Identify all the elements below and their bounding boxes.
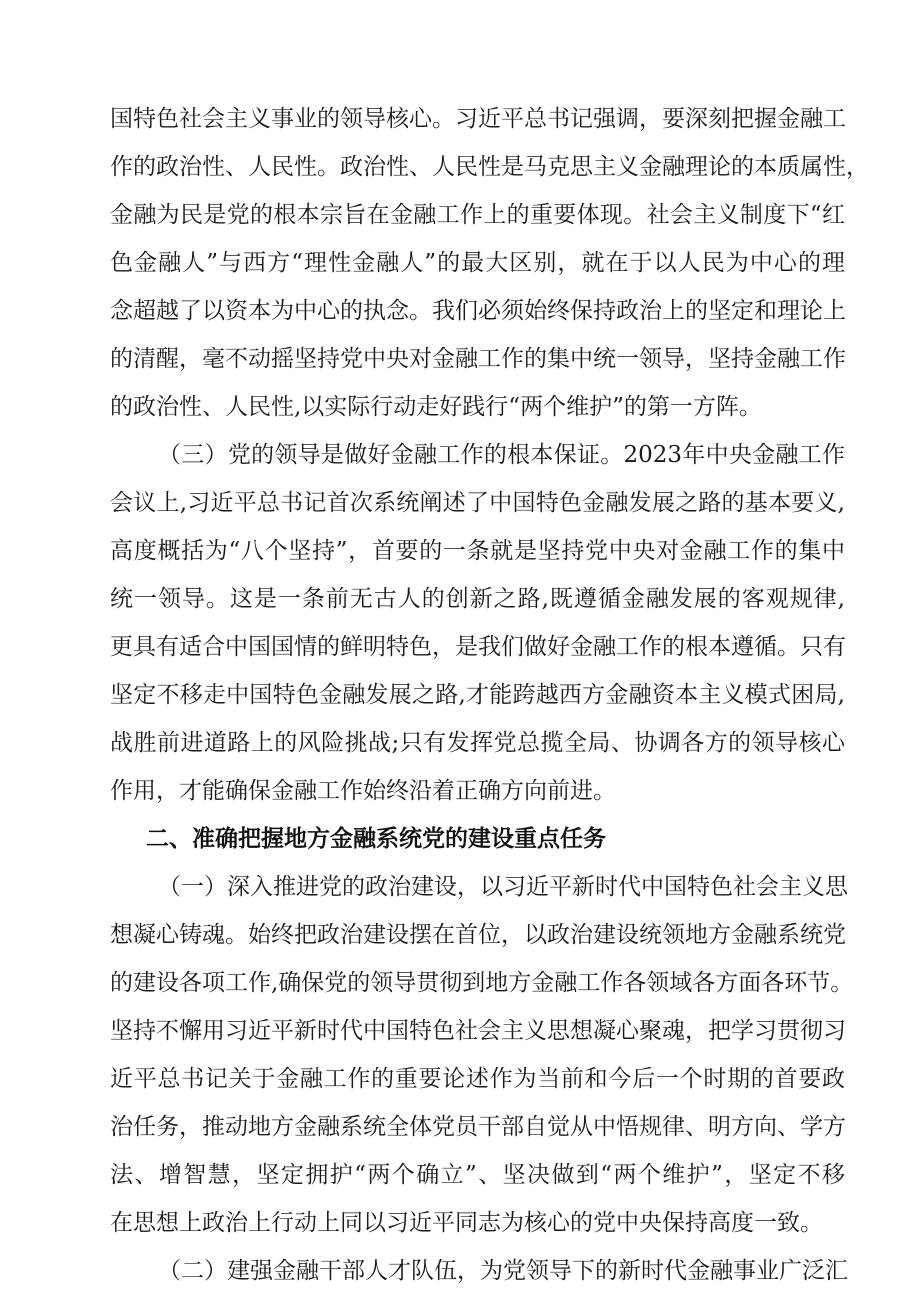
- text-line: 会议上,习近平总书记首次系统阐述了中国特色金融发展之路的基本要义,: [110, 490, 845, 516]
- text-line: 近平总书记关于金融工作的重要论述作为当前和今后一个时期的首要政: [110, 1066, 845, 1092]
- text-line: 治任务，推动地方金融系统全体党员干部自觉从中悟规律、明方向、学方: [110, 1114, 846, 1140]
- text-line: 坚持不懈用习近平新时代中国特色社会主义思想凝心聚魂，把学习贯彻习: [110, 1018, 846, 1044]
- text-line: 想凝心铸魂。始终把政治建设摆在首位，以政治建设统领地方金融系统党: [110, 922, 846, 948]
- text-line: （二）建强金融干部人才队伍，为党领导下的新时代金融事业广泛汇: [158, 1258, 848, 1284]
- text-line: 念超越了以资本为中心的执念。我们必须始终保持政治上的坚定和理论上: [110, 298, 846, 324]
- text-line: （一）深入推进党的政治建设，以习近平新时代中国特色社会主义思: [158, 874, 848, 900]
- paragraph-talent-team: [110, 1247, 848, 1295]
- text-line: 作的政治性、人民性。政治性、人民性是马克思主义金融理论的本质属性，: [110, 154, 869, 180]
- text-line: 更具有适合中国国情的鲜明特色，是我们做好金融工作的根本遵循。只有: [110, 634, 846, 660]
- text-line: 的政治性、人民性,以实际行动走好践行“两个维护”的第一方阵。: [110, 394, 762, 420]
- section-heading: 二、准确把握地方金融系统党的建设重点任务: [146, 826, 606, 852]
- text-line: 色金融人”与西方“理性金融人”的最大区别，就在于以人民为中心的理: [110, 250, 845, 276]
- text-line: 的建设各项工作,确保党的领导贯彻到地方金融工作各领域各方面各环节。: [110, 970, 854, 996]
- text-line: 战胜前进道路上的风险挑战;只有发挥党总揽全局、协调各方的领导核心: [110, 730, 845, 756]
- text-line: 的清醒，毫不动摇坚持党中央对金融工作的集中统一领导，坚持金融工作: [110, 346, 846, 372]
- text-line: 法、增智慧，坚定拥护“两个确立”、坚决做到“两个维护”，坚定不移: [110, 1162, 845, 1188]
- paragraph-party-leadership-core: [110, 95, 869, 431]
- text-line: 坚定不移走中国特色金融发展之路,才能跨越西方金融资本主义模式困局,: [110, 682, 845, 708]
- text-line: 在思想上政治上行动上同以习近平同志为核心的党中央保持高度一致。: [110, 1210, 823, 1236]
- text-line: 统一领导。这是一条前无古人的创新之路,既遵循金融发展的客观规律,: [110, 586, 845, 612]
- paragraph-political-building: [110, 863, 854, 1247]
- text-line: 国特色社会主义事业的领导核心。习近平总书记强调，要深刻把握金融工: [110, 106, 846, 132]
- text-line: 高度概括为“八个坚持”，首要的一条就是坚持党中央对金融工作的集中: [110, 538, 845, 564]
- document-body: [110, 95, 869, 1295]
- text-line: 金融为民是党的根本宗旨在金融工作上的重要体现。社会主义制度下“红: [110, 202, 845, 228]
- text-line: （三）党的领导是做好金融工作的根本保证。2023年中央金融工作: [158, 442, 845, 468]
- paragraph-section-three: [110, 431, 845, 815]
- text-line: 作用，才能确保金融工作始终沿着正确方向前进。: [110, 778, 616, 804]
